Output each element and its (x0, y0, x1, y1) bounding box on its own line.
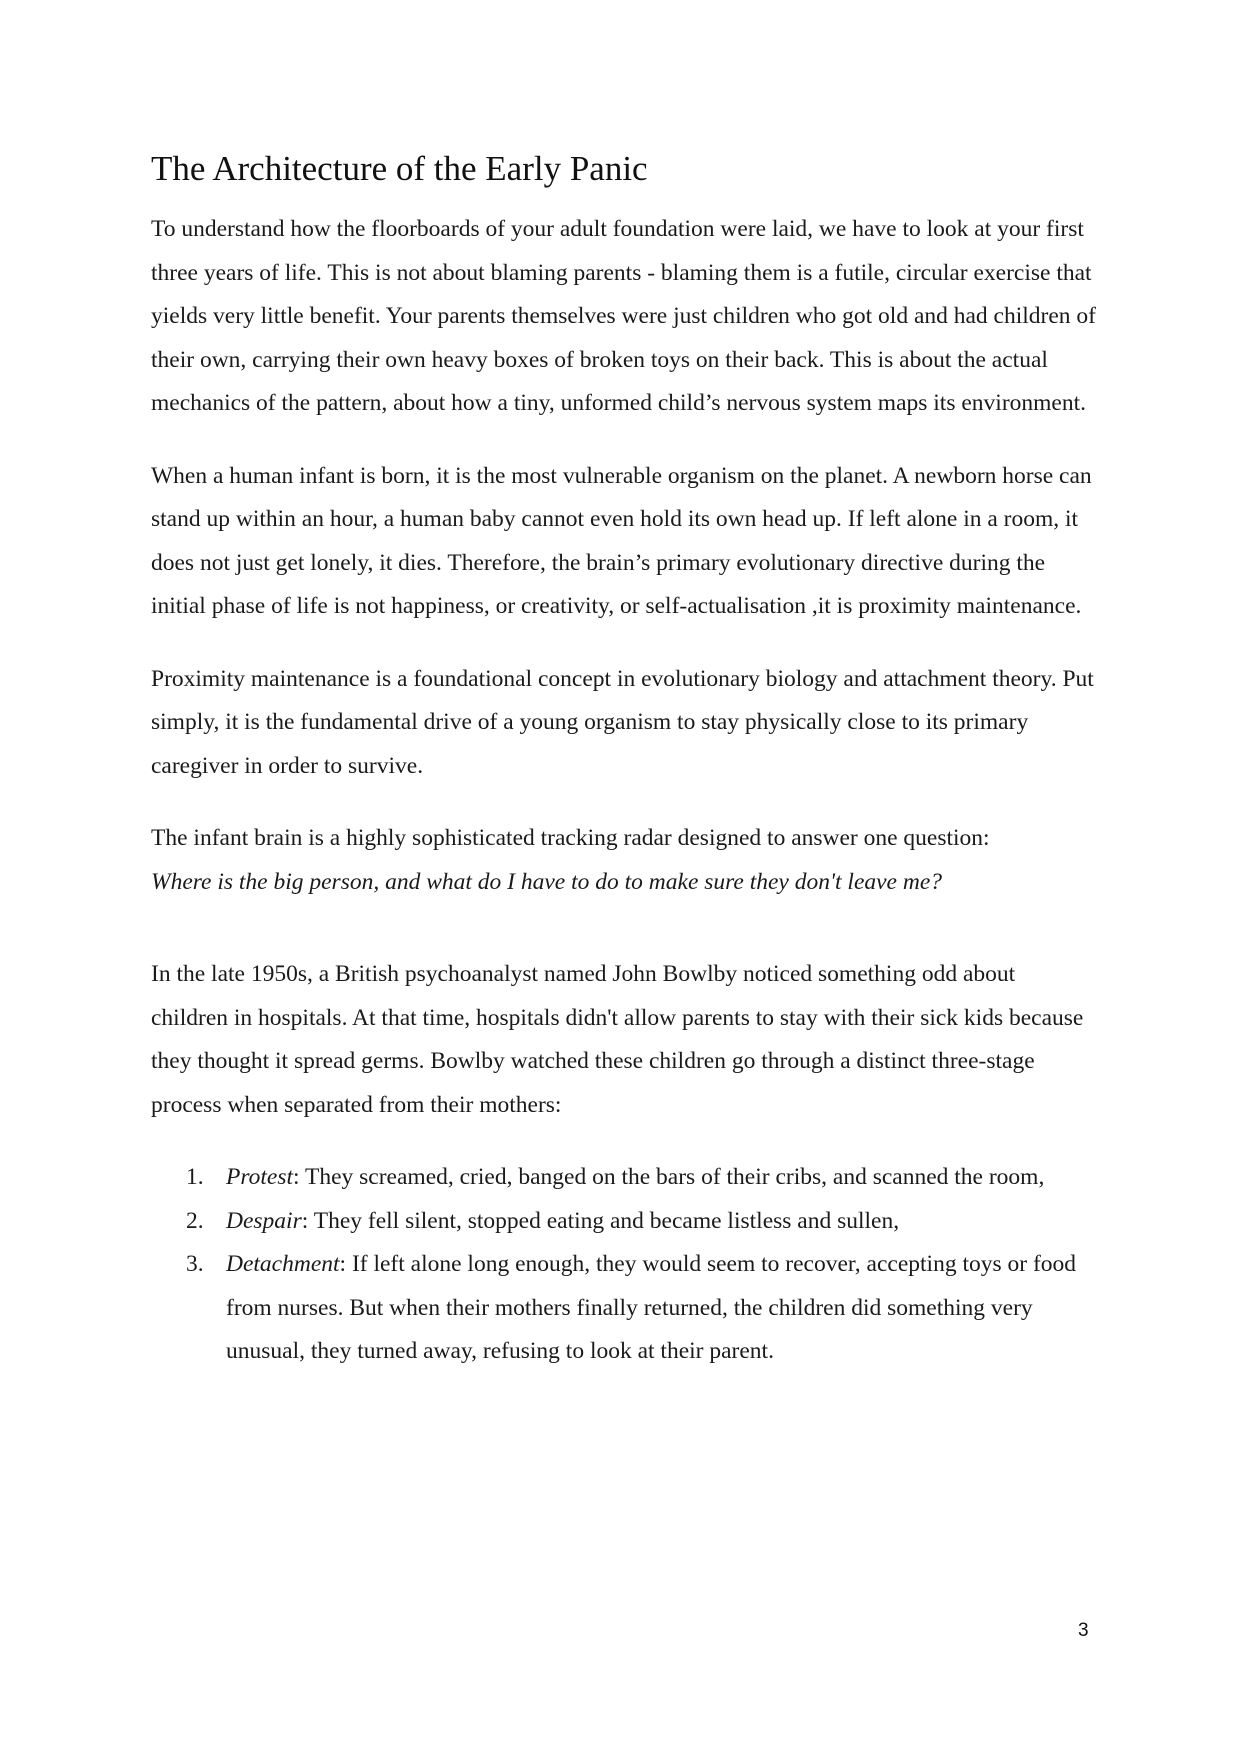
paragraph-bowlby: In the late 1950s, a British psychoanalyst named John Bowlby noticed something odd about children in hospitals. At that time, hospitals didn't allow parents to stay with their sick kids because they thought it spread germs. Bowlby watched these children go through a distinct three-stage process when separated from their mothers: (151, 961, 1084, 1118)
list-item-text: : If left alone long enough, they would seem to recover, accepting toys or food from nurses. But when their mothers finally returned, the children did something very unusual, they turned away, refusing to look at their parent. (226, 1251, 1077, 1364)
paragraph-intro: To understand how the floorboards of your adult foundation were laid, we have to look at your first three years of life. This is not about blaming parents - blaming them is a futile, circular exercise that yields very little benefit. Your parents themselves were just children who got old and had children of their own, carrying their own heavy boxes of broken toys on their back. This is about the actual mechanics of the pattern, about how a tiny, unformed child’s nervous system maps its environment. (151, 216, 1097, 416)
stages-list (151, 1156, 1096, 1374)
list-item-text: : They screamed, cried, banged on the bars of their cribs, and scanned the room, (293, 1164, 1045, 1190)
paragraph-proximity-maintenance: Proximity maintenance is a foundational concept in evolutionary biology and attachment theory. Put simply, it is the fundamental drive of a young organism to stay physically close to its primary caregiver in order to survive. (151, 665, 1094, 779)
list-item-term: Protest (226, 1164, 294, 1190)
list-item-number: 3. (186, 1251, 204, 1277)
page-number: 3 (1078, 1620, 1089, 1641)
list-item-term: Detachment (226, 1251, 340, 1277)
list-item-number: 1. (186, 1164, 204, 1190)
list-item (186, 1156, 1096, 1200)
paragraph-tracking-radar: The infant brain is a highly sophisticated tracking radar designed to answer one question: (151, 825, 990, 851)
list-item (186, 1243, 1096, 1374)
list-item-text: : They fell silent, stopped eating and became listless and sullen, (301, 1207, 900, 1234)
italic-question: Where is the big person, and what do I have to do to make sure they don't leave me? (151, 868, 943, 895)
list-item-number: 2. (186, 1207, 204, 1234)
list-item (186, 1200, 1096, 1244)
list-item-term: Despair (226, 1207, 302, 1234)
section-title: The Architecture of the Early Panic (151, 149, 648, 188)
page-content (151, 148, 1096, 1374)
paragraph-infant-vulnerability: When a human infant is born, it is the most vulnerable organism on the planet. A newborn horse can stand up within an hour, a human baby cannot even hold its own head up. If left alone in a room, it does not just get lonely, it dies. Therefore, the brain’s primary evolutionary directive during the initial phase of life is not happiness, or creativity, or self-actualisation ,it is proximity maintenance. (151, 462, 1092, 619)
